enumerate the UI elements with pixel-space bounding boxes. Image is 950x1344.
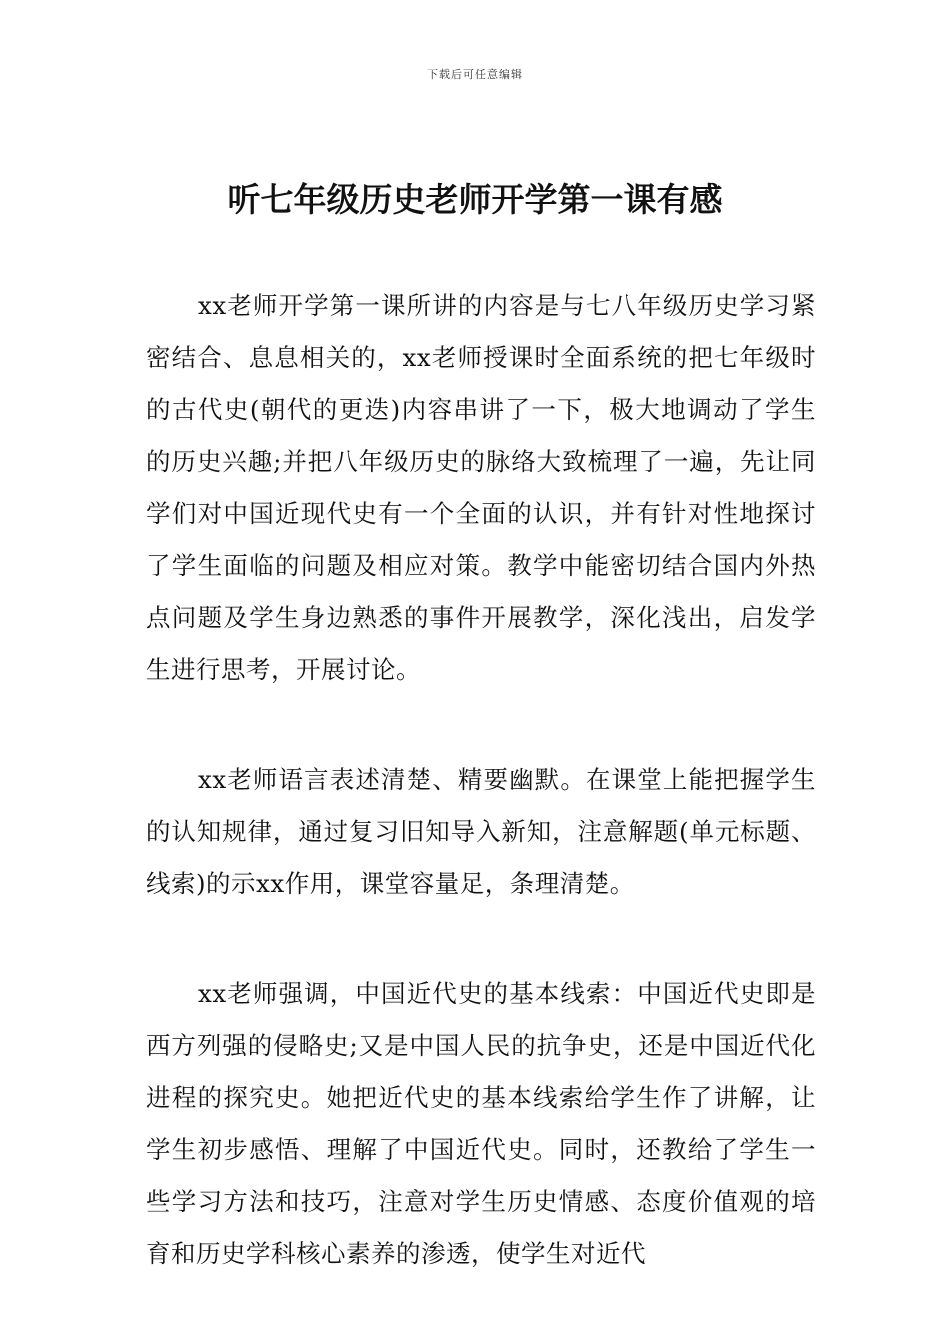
paragraph-3: xx老师强调，中国近代史的基本线索：中国近代史即是西方列强的侵略史;又是中国人民的抗争史，还是中国近代化进程的探究史。她把近代史的基本线索给学生作了讲解，让学生初步感悟、理解了中国近代史。同时，还教给了学生一些学习方法和技巧，注意对学生历史情感、态度价值观的培育和历史学科核心素养的渗透，使学生对近代 (146, 979, 816, 1268)
header-note: 下载后可任意编辑 (427, 68, 523, 81)
paragraph-1: xx老师开学第一课所讲的内容是与七八年级历史学习紧密结合、息息相关的，xx老师授课时全面系统的把七年级时的古代史(朝代的更迭)内容串讲了一下，极大地调动了学生的历史兴趣;并把八年级历史的脉络大致梳理了一遍，先让同学们对中国近现代史有一个全面的认识，并有针对性地探讨了学生面临的问题及相应对策。教学中能密切结合国内外热点问题及学生身边熟悉的事件开展教学，深化浅出，启发学生进行思考，开展讨论。 (146, 291, 816, 684)
paragraph-2: xx老师语言表述清楚、精要幽默。在课堂上能把握学生的认知规律，通过复习旧知导入新知，注意解题(单元标题、线索)的示xx作用，课堂容量足，条理清楚。 (146, 765, 816, 898)
document-title: 听七年级历史老师开学第一课有感 (227, 180, 723, 219)
document-body (146, 280, 816, 1338)
